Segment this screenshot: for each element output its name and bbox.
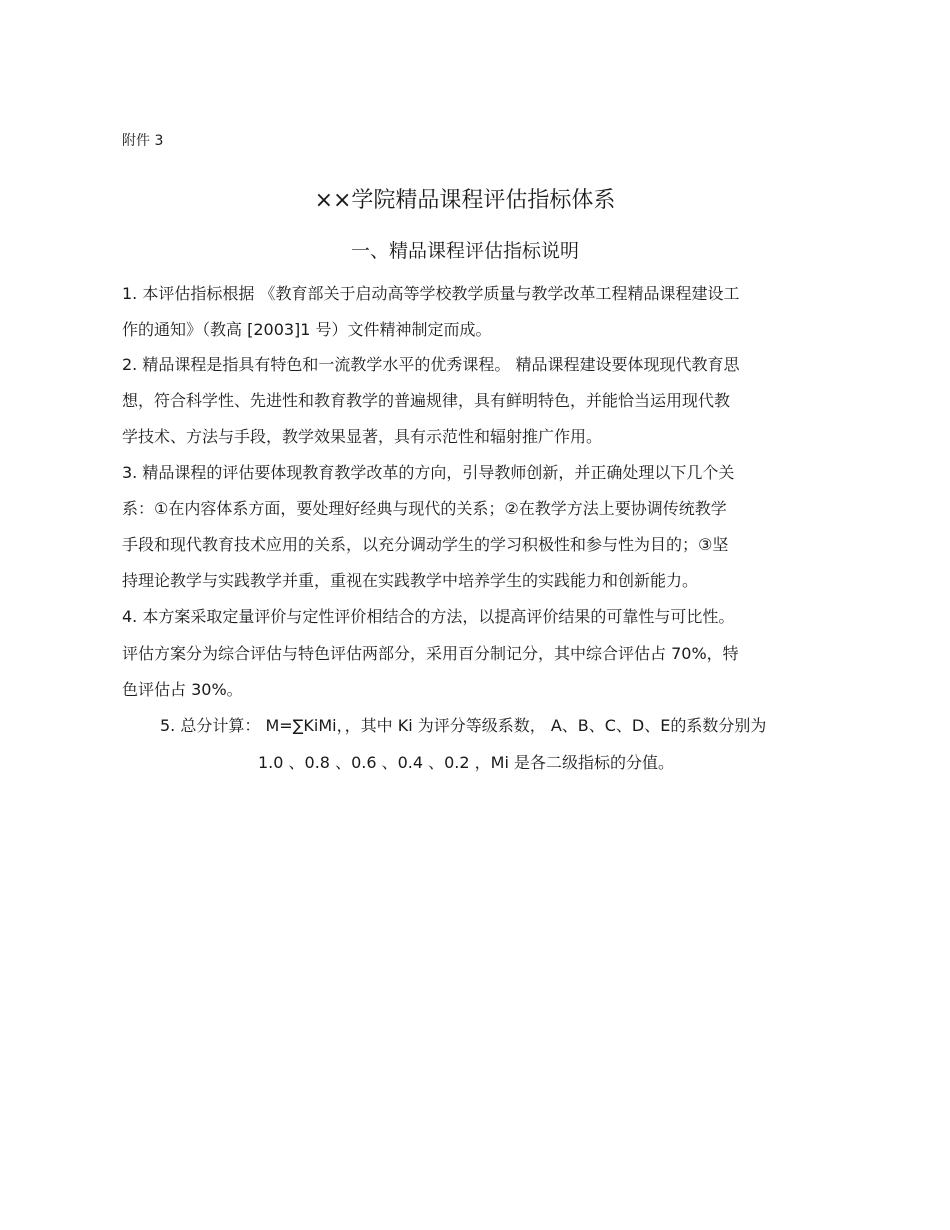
paragraph-line: 3. 精品课程的评估要体现教育教学改革的方向，引导教师创新，并正确处理以下几个关 <box>122 463 735 482</box>
paragraph-line: 手段和现代教育技术应用的关系，以充分调动学生的学习积极性和参与性为目的；③坚 <box>122 535 729 554</box>
paragraph-line: 2. 精品课程是指具有特色和一流教学水平的优秀课程。 精品课程建设要体现现代教育思 <box>122 355 740 374</box>
section-title: 一、精品课程评估指标说明 <box>350 240 579 262</box>
paragraph-line: 想，符合科学性、先进性和教育教学的普遍规律，具有鲜明特色，并能恰当运用现代教 <box>122 391 731 410</box>
paragraph-line: 持理论教学与实践教学并重，重视在实践教学中培养学生的实践能力和创新能力。 <box>122 571 699 590</box>
document-title: ××学院精品课程评估指标体系 <box>314 188 616 213</box>
paragraph-line: 5. 总分计算： M=∑KiMi，，其中 Ki 为评分等级系数， A、B、C、D、E的系数分别为 <box>160 716 767 735</box>
paragraph-line: 作的通知》（教高 [2003]1 号）文件精神制定而成。 <box>122 320 492 339</box>
paragraph-line: 1. 本评估指标根据 《教育部关于启动高等学校教学质量与教学改革工程精品课程建设工 <box>122 284 740 303</box>
attachment-label: 附件 3 <box>122 133 164 149</box>
paragraph-line: 学技术、方法与手段，教学效果显著，具有示范性和辐射推广作用。 <box>122 427 603 446</box>
paragraph-line: 系：①在内容体系方面，要处理好经典与现代的关系；②在教学方法上要协调传统教学 <box>122 499 727 518</box>
paragraph-line: 色评估占 30%。 <box>122 680 243 699</box>
paragraph-line: 4. 本方案采取定量评价与定性评价相结合的方法，以提高评价结果的可靠性与可比性。 <box>122 607 735 626</box>
paragraph-line: 1.0 、0.8 、0.6 、0.4 、0.2 ，Mi 是各二级指标的分值。 <box>258 753 674 772</box>
paragraph-line: 评估方案分为综合评估与特色评估两部分，采用百分制记分，其中综合评估占 70%，特 <box>122 644 739 663</box>
